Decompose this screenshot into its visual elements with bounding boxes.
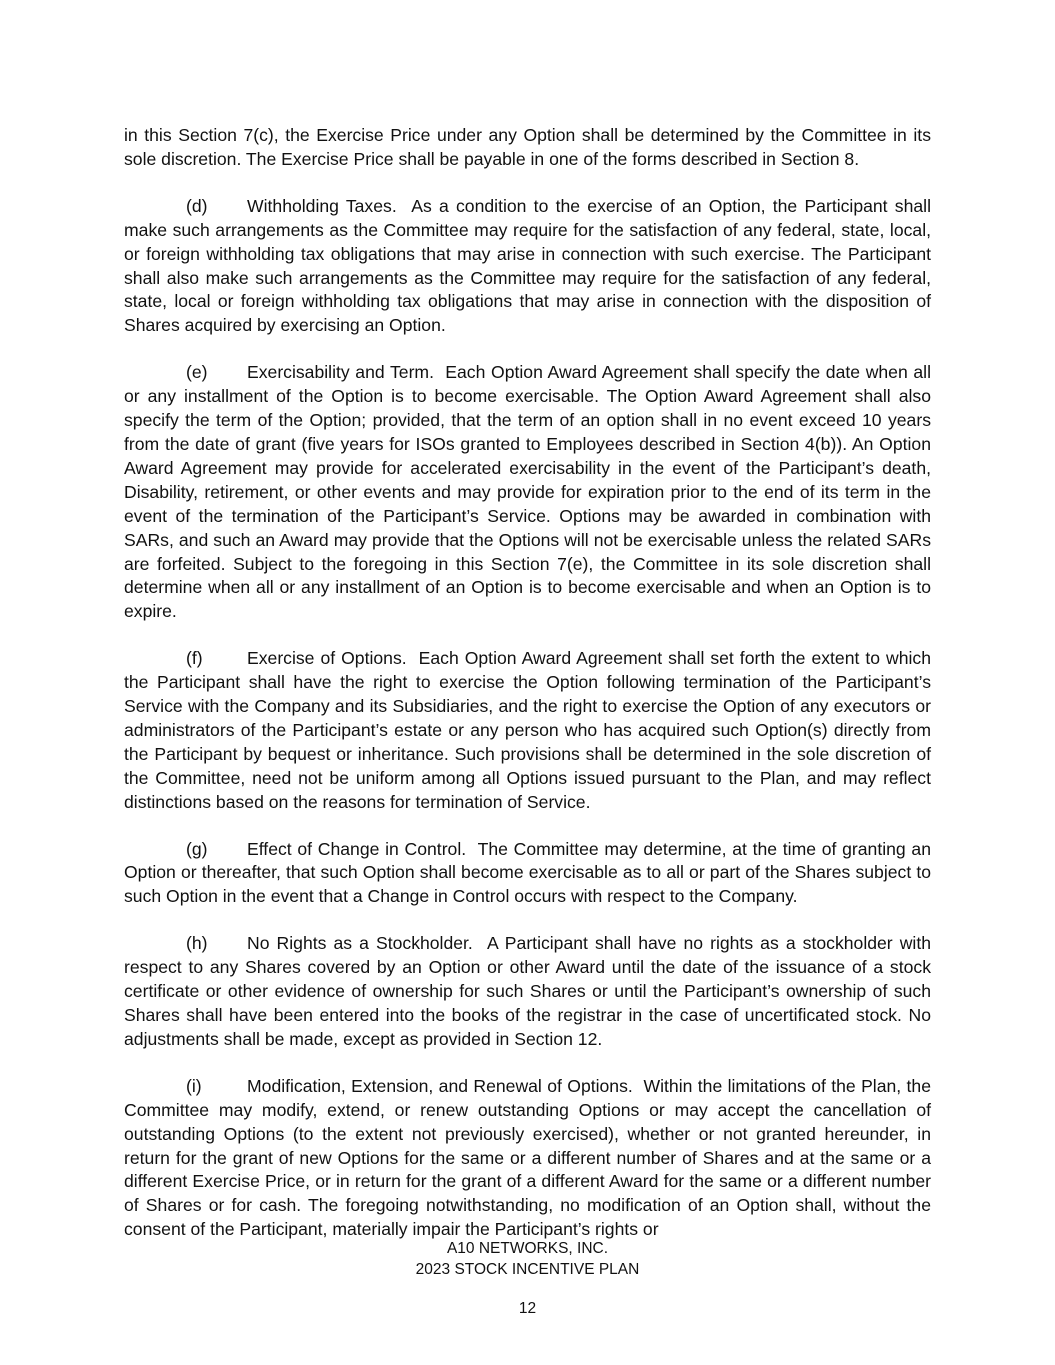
- section-i-label: (i): [186, 1075, 202, 1096]
- section-f-label: (f): [186, 648, 203, 669]
- section-h-body: A Participant shall have no rights as a stockholder with respect to any Shares covered by an Option or other Award until the date of the issuance of a stock certificate or other evidence of ownership for such Shares or until the Participant’s ownership of such Shares shall have been entered into the books of the registrar in the case of uncertificated stock. No adjustments shall be made, except as provided in Section 12.: [124, 933, 932, 1049]
- section-e-heading: Exercisability and Term.: [247, 362, 434, 383]
- document-page: [124, 124, 931, 1265]
- continuation-paragraph: in this Section 7(c), the Exercise Price under any Option shall be determined by the Committee in its sole discretion. The Exercise Price shall be payable in one of the forms described in Section 8.: [124, 125, 931, 169]
- section-e-paragraph: [124, 361, 931, 624]
- section-g-heading: Effect of Change in Control.: [247, 838, 467, 859]
- section-d-label: (d): [186, 195, 208, 216]
- section-h-paragraph: [124, 932, 931, 1052]
- section-i-body: Within the limitations of the Plan, the Committee may modify, extend, or renew outstanding Options or may accept the cancellation of outstanding Options (to the extent not previously exercised), whether or not granted hereunder, in return for the grant of new Options for the same or a different number of Shares and at the same or a different Exercise Price, or in return for the grant of a different Award for the same or a different number of Shares or for cash. The foregoing notwithstanding, no modification of an Option shall, without the consent of the Participant, materially impair the Participant’s rights or: [124, 1075, 931, 1240]
- section-e-label: (e): [186, 362, 208, 383]
- section-g-paragraph: [124, 838, 931, 910]
- section-h-heading: No Rights as a Stockholder.: [247, 933, 473, 954]
- footer-plan-title: 2023 STOCK INCENTIVE PLAN: [415, 1261, 640, 1278]
- section-h-label: (h): [186, 933, 208, 954]
- footer-company: A10 NETWORKS, INC.: [446, 1240, 609, 1257]
- section-g-label: (g): [186, 838, 208, 859]
- page-number: 12: [518, 1300, 537, 1317]
- section-i-paragraph: [124, 1075, 931, 1242]
- section-f-body: Each Option Award Agreement shall set forth the extent to which the Participant shall have the right to exercise the Option following termination of the Participant’s Service with the Company and its Subsidiaries, and the right to exercise the Option of any executors or administrators of the Participant’s estate or any person who has acquired such Option(s) directly from the Participant by bequest or inheritance. Such provisions shall be determined in the sole discretion of the Committee, need not be uniform among all Options issued pursuant to the Plan, and may reflect distinctions based on the reasons for termination of Service.: [124, 648, 932, 812]
- section-e-body: Each Option Award Agreement shall specify the date when all or any installment of the Option is to become exercisable. The Option Award Agreement shall also specify the term of the Option; provided, that the term of an option shall in no event exceed 10 years from the date of grant (five years for ISOs granted to Employees described in Section 4(b)). An Option Award Agreement may provide for accelerated exercisability in the event of the Participant’s death, Disability, retirement, or other events and may provide for expiration prior to the end of its term in the event of the termination of the Participant’s Service. Options may be awarded in combination with SARs, and such an Award may provide that the Options will not be exercisable unless the related SARs are forfeited. Subject to the foregoing in this Section 7(e), the Committee in its sole discretion shall determine when all or any installment of an Option is to become exercisable and when an Option is to expire.: [124, 362, 932, 622]
- section-f-heading: Exercise of Options.: [247, 648, 407, 669]
- section-d-paragraph: [124, 195, 931, 338]
- section-i-heading: Modification, Extension, and Renewal of Options.: [247, 1075, 633, 1096]
- section-f-paragraph: [124, 647, 931, 814]
- section-g-body: The Committee may determine, at the time of granting an Option or thereafter, that such Option shall become exercisable as to all or part of the Shares subject to such Option in the event that a Change in Control occurs with respect to the Company.: [124, 838, 931, 907]
- section-d-body: As a condition to the exercise of an Option, the Participant shall make such arrangements as the Committee may require for the satisfaction of any federal, state, local, or foreign withholding tax obligations that may arise in connection with such exercise. The Participant shall also make such arrangements as the Committee may require for the satisfaction of any federal, state, local or foreign withholding tax obligations that may arise in connection with the disposition of Shares acquired by exercising an Option.: [124, 195, 931, 336]
- section-d-heading: Withholding Taxes.: [247, 195, 397, 216]
